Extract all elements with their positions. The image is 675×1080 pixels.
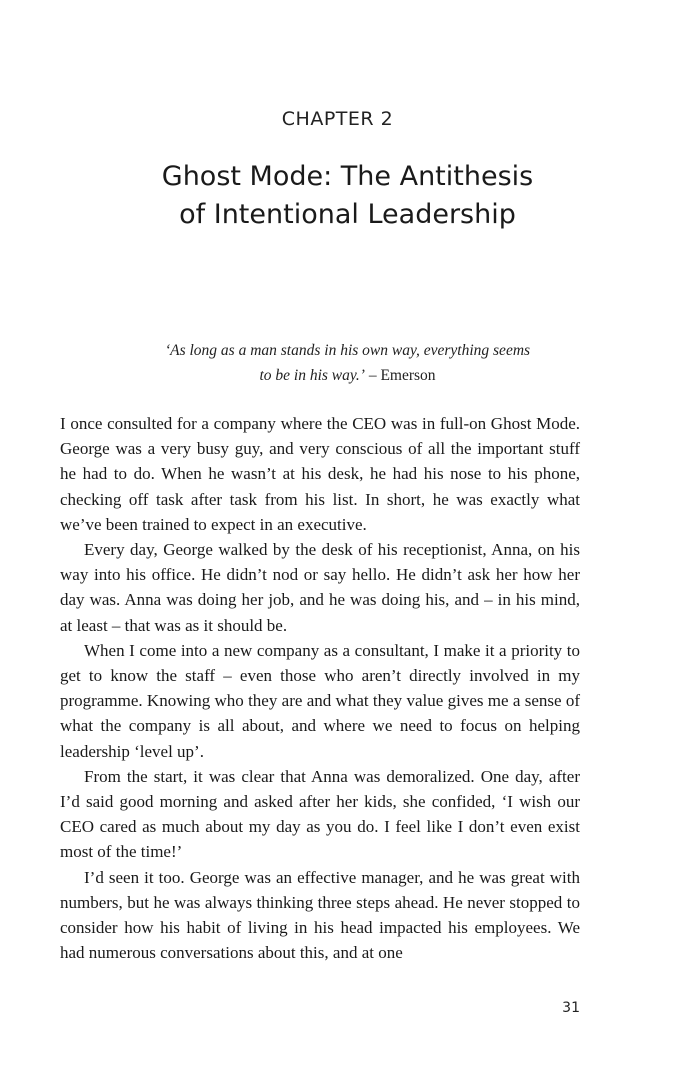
chapter-title-line-2: of Intentional Leadership — [179, 199, 516, 230]
epigraph-quote-1: ‘As long as a man stands in his own way, everything seems — [164, 342, 531, 359]
paragraph: I once consulted for a company where the CEO was in full-on Ghost Mode. George was a very busy guy, and very conscious of all the important stuff he had to do. When he wasn’t at his desk, he had his nose to his phone, checking off task after task from his list. In short, he was exactly what we’ve been trained to expect in an executive. — [60, 414, 580, 534]
epigraph — [60, 338, 635, 388]
paragraph: When I come into a new company as a consultant, I make it a priority to get to know the staff – even those who aren’t directly involved in my programme. Knowing who they are and what they value gives me a sense of what the company is all about, and where we need to focus on helping leadership ‘level up’. — [60, 640, 580, 761]
chapter-label: CHAPTER 2 — [281, 108, 394, 130]
epigraph-quote-2: to be in his way.’ — [259, 367, 365, 384]
epigraph-line-1 — [60, 338, 635, 363]
paragraph: From the start, it was clear that Anna was demoralized. One day, after I’d said good morning and asked after her kids, she confided, ‘I wish our CEO cared as much about my day as you do. I feel like I don’t even exist most of the time!’ — [60, 766, 580, 862]
epigraph-line-2 — [60, 363, 635, 388]
epigraph-attribution: – Emerson — [364, 367, 436, 384]
chapter-title — [60, 158, 635, 234]
chapter-title-line-1: Ghost Mode: The Antithesis — [161, 161, 534, 192]
paragraph: I’d seen it too. George was an effective manager, and he was great with numbers, but he was always thinking three steps ahead. He never stopped to consider how his habit of living in his head impacted his employees. We had numerous conversations about this, and at one — [60, 867, 580, 963]
body-text — [60, 411, 580, 965]
paragraph: Every day, George walked by the desk of his receptionist, Anna, on his way into his office. He didn’t nod or say hello. He didn’t ask her how her day was. Anna was doing her job, and he was doing his, and – in his mind, at least – that was as it should be. — [60, 540, 580, 635]
page-number: 31 — [562, 1000, 580, 1016]
